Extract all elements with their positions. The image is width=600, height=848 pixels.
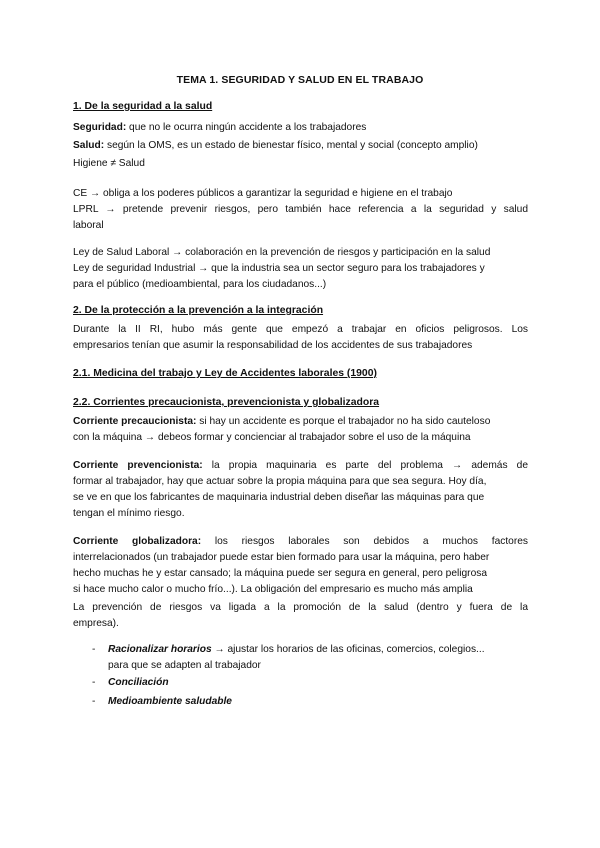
paragraph-revolucion-line1: Durante la II RI, hubo más gente que empezó a trabajar en oficios peligrosos. Los bbox=[73, 324, 528, 335]
list-item-conciliacion bbox=[92, 675, 528, 691]
list-bullet: - bbox=[92, 696, 96, 707]
paragraph-globalizadora-line1 bbox=[73, 534, 528, 550]
paragraph-ley-salud-laboral: Ley de Salud Laboral → colaboración en la prevención de riesgos y participación en la salud bbox=[73, 247, 491, 258]
paragraph-globalizadora-line4: si hace mucho calor o mucho frío...). La obligación del empresario es mucho más amplia bbox=[73, 584, 473, 595]
section-heading-2-2: 2.2. Corrientes precaucionista, prevencionista y globalizadora bbox=[73, 397, 380, 408]
globalizadora-text: los riesgos laborales son debidos a muchos factores bbox=[201, 536, 528, 547]
term-seguridad: Seguridad: bbox=[73, 122, 127, 133]
paragraph-seguridad bbox=[73, 120, 528, 136]
paragraph-higiene: Higiene ≠ Salud bbox=[73, 158, 145, 169]
paragraph-salud bbox=[73, 138, 528, 154]
paragraph-globalizadora-line2: interrelacionados (un trabajador puede estar bien formado para usar la máquina, pero haber bbox=[73, 552, 490, 563]
paragraph-promocion-line2: empresa). bbox=[73, 618, 119, 629]
section-heading-1: 1. De la seguridad a la salud bbox=[73, 101, 213, 112]
precaucionista-text: si hay un accidente es porque el trabajador no ha sido cauteloso bbox=[196, 416, 491, 427]
paragraph-ce: CE → obliga a los poderes públicos a garantizar la seguridad e higiene en el trabajo bbox=[73, 188, 453, 199]
list-item-label: Racionalizar horarios bbox=[108, 644, 212, 655]
prevencionista-text: la propia maquinaria es parte del problema → además de bbox=[202, 460, 528, 471]
list-item-label: Conciliación bbox=[108, 677, 169, 688]
document-title: TEMA 1. SEGURIDAD Y SALUD EN EL TRABAJO bbox=[176, 74, 424, 86]
paragraph-revolucion-line2: empresarios tenían que asumir la responsabilidad de los accidentes de sus trabajadores bbox=[73, 340, 473, 351]
list-bullet: - bbox=[92, 677, 96, 688]
section-heading-2: 2. De la protección a la prevención a la integración bbox=[73, 305, 324, 316]
paragraph-prevencionista-line2: formar al trabajador, hay que actuar sobre la propia máquina para que sea segura. Hoy día, bbox=[73, 476, 487, 487]
term-precaucionista: Corriente precaucionista: bbox=[73, 416, 197, 427]
paragraph-prevencionista-line1 bbox=[73, 458, 528, 474]
list-item-text-continued: para que se adapten al trabajador bbox=[108, 659, 261, 671]
paragraph-prevencionista-line3: se ve en que los fabricantes de maquinaria industrial deben diseñar las máquinas para que bbox=[73, 492, 485, 503]
paragraph-globalizadora-line3: hecho muchas he y estar cansado; la máquina puede ser segura en general, pero peligrosa bbox=[73, 568, 487, 579]
list-item-text: → ajustar los horarios de las oficinas, comercios, colegios... bbox=[211, 644, 485, 655]
paragraph-precaucionista-line2: con la máquina → debeos formar y concienciar al trabajador sobre el uso de la máquina bbox=[73, 432, 471, 443]
section-heading-2-1: 2.1. Medicina del trabajo y Ley de Accidentes laborales (1900) bbox=[73, 368, 377, 379]
paragraph-prevencionista-line4: tengan el mínimo riesgo. bbox=[73, 508, 185, 519]
paragraph-ley-seguridad-industrial-line1: Ley de seguridad Industrial → que la industria sea un sector seguro para los trabajadores y bbox=[73, 263, 485, 274]
term-prevencionista: Corriente prevencionista: bbox=[73, 460, 203, 471]
term-salud: Salud: bbox=[73, 140, 105, 151]
list-item-racionalizar bbox=[92, 642, 528, 674]
term-globalizadora: Corriente globalizadora: bbox=[73, 536, 202, 547]
list-item-label: Medioambiente saludable bbox=[108, 696, 232, 707]
list-item-medioambiente bbox=[92, 694, 528, 710]
paragraph-lprl-line1: LPRL → pretende prevenir riesgos, pero también hace referencia a la seguridad y salud bbox=[73, 204, 528, 215]
list-bullet: - bbox=[92, 644, 96, 655]
paragraph-ley-seguridad-industrial-line2: para el público (medioambiental, para los ciudadanos...) bbox=[73, 279, 327, 290]
paragraph-lprl-line2: laboral bbox=[73, 220, 104, 231]
paragraph-promocion-line1: La prevención de riesgos va ligada a la promoción de la salud (dentro y fuera de la bbox=[73, 602, 528, 613]
paragraph-precaucionista-line1 bbox=[73, 414, 528, 430]
definition-seguridad: que no le ocurra ningún accidente a los trabajadores bbox=[126, 122, 367, 133]
definition-salud: según la OMS, es un estado de bienestar físico, mental y social (concepto amplio) bbox=[104, 140, 478, 151]
